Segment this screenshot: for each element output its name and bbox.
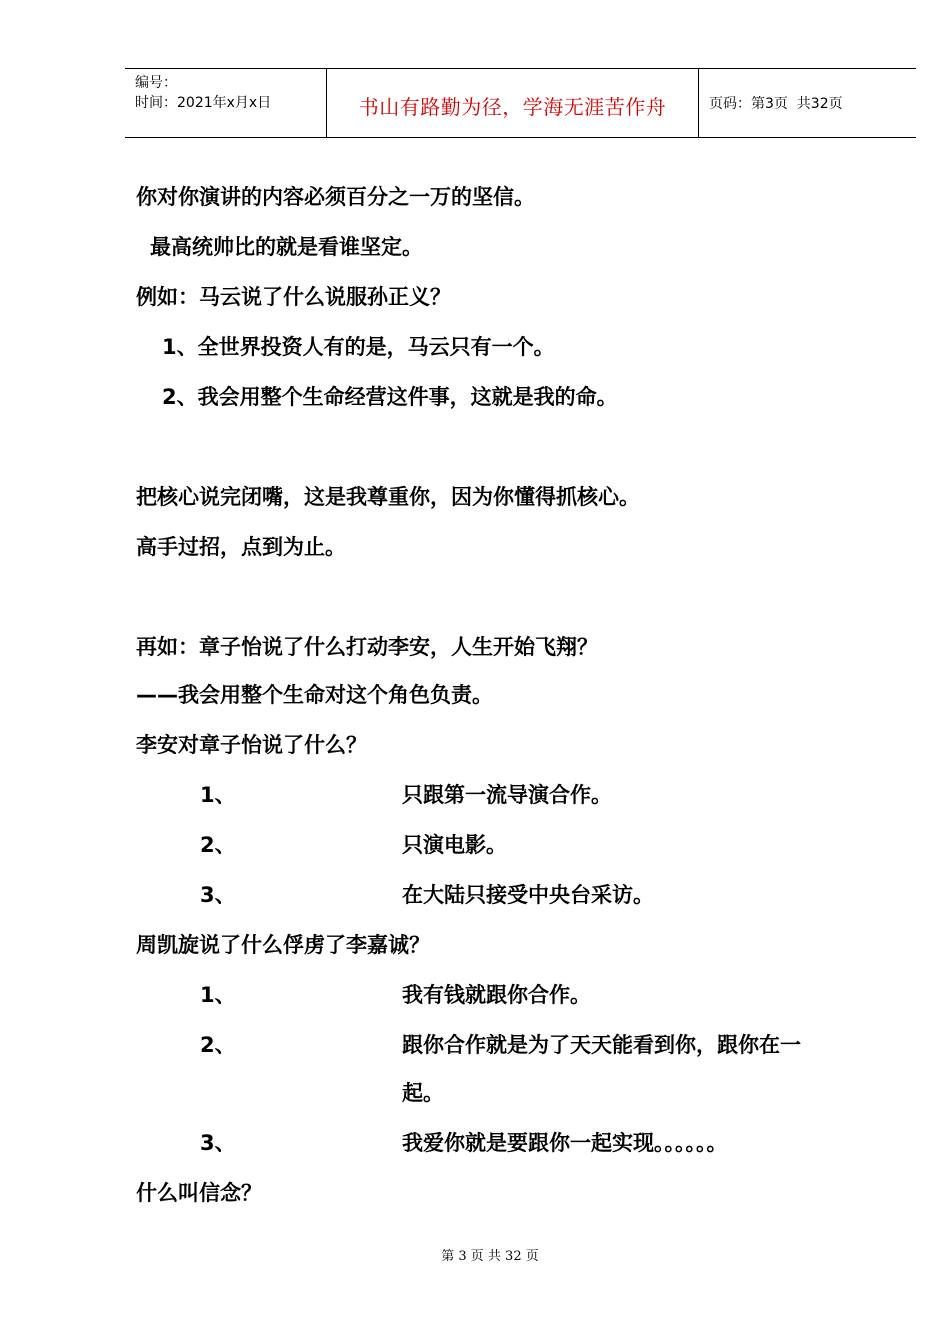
list-number: 3、 [200, 883, 236, 907]
paragraph: 最高统帅比的就是看谁坚定。 [150, 235, 423, 259]
header-page-info: 页码：第3页 共32页 [709, 96, 843, 112]
paragraph: 高手过招，点到为止。 [136, 535, 346, 559]
list-number: 2、 [200, 833, 236, 857]
header-motto: 书山有路勤为径，学海无涯苦作舟 [358, 95, 667, 119]
paragraph: ——我会用整个生命对这个角色负责。 [136, 683, 493, 707]
paragraph: 周凯旋说了什么俘虏了李嘉诚？ [136, 933, 430, 957]
paragraph: 你对你演讲的内容必须百分之一万的坚信。 [136, 185, 535, 209]
serial-label: 编号： [135, 75, 177, 91]
list-item: 跟你合作就是为了天天能看到你，跟你在一 [402, 1033, 801, 1057]
paragraph: 例如：马云说了什么说服孙正义？ [136, 285, 451, 309]
list-item: 我爱你就是要跟你一起实现。。。。。。 [402, 1131, 728, 1155]
list-number: 3、 [200, 1131, 236, 1155]
list-item: 只演电影。 [402, 833, 507, 857]
list-number: 2、 [200, 1033, 236, 1057]
paragraph: 李安对章子怡说了什么？ [136, 733, 367, 757]
header-divider [698, 69, 699, 137]
paragraph: 再如：章子怡说了什么打动李安，人生开始飞翔？ [136, 635, 598, 659]
list-item: 我有钱就跟你合作。 [402, 983, 591, 1007]
list-number: 1、 [200, 983, 236, 1007]
page-footer: 第 3 页 共 32 页 [441, 1249, 539, 1264]
list-item: 在大陆只接受中央台采访。 [402, 883, 654, 907]
list-item: 只跟第一流导演合作。 [402, 783, 612, 807]
paragraph: 把核心说完闭嘴，这是我尊重你，因为你懂得抓核心。 [136, 485, 640, 509]
paragraph: 什么叫信念？ [136, 1181, 262, 1205]
list-item: 1、全世界投资人有的是，马云只有一个。 [162, 335, 555, 359]
time-label: 时间：2021年x月x日 [135, 95, 272, 111]
list-number: 1、 [200, 783, 236, 807]
header-meta [135, 73, 271, 113]
list-item-continuation: 起。 [402, 1081, 444, 1105]
page-header [125, 68, 916, 138]
list-item: 2、我会用整个生命经营这件事，这就是我的命。 [162, 385, 618, 409]
